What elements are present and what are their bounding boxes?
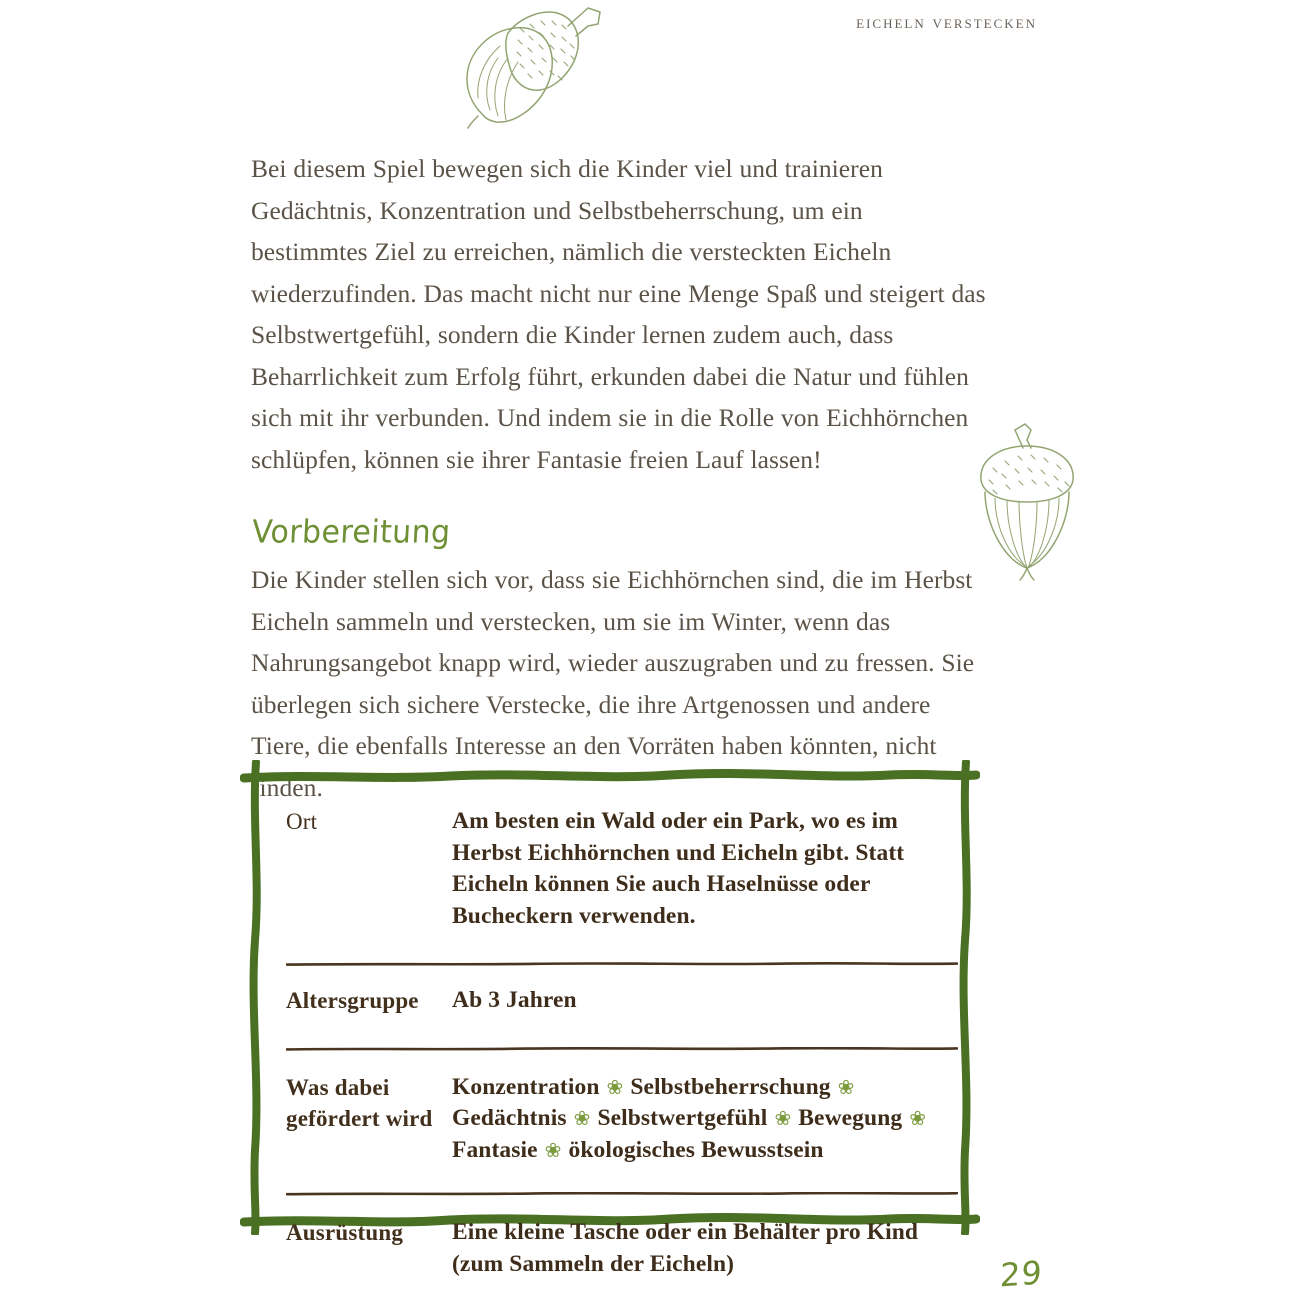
info-row-value: Ab 3 Jahren [452, 987, 577, 1013]
info-row-value: Am besten ein Wald oder ein Park, wo es im Herbst Eichhörnchen und Eicheln gibt. Statt Eicheln können Sie auch Haselnüsse oder Bucheckern verwenden. [452, 808, 905, 929]
skill-item: Gedächtnis [452, 1105, 567, 1131]
flower-rosette-icon: ❀ [837, 1074, 855, 1099]
info-row-ausruestung [286, 1217, 958, 1280]
flower-rosette-icon: ❀ [909, 1106, 927, 1130]
row-divider [286, 1192, 958, 1196]
preparation-paragraph: Die Kinder stellen sich vor, dass sie Eichhörnchen sind, die im Herbst Eicheln sammeln und verstecken, um sie im Winter, wenn das Nahrungsangebot knapp wird, wieder auszugraben und zu fressen. Sie überlegen sich sichere Verstecke, die ihre Artgenossen und andere Tiere, die ebenfalls Interesse an den Vorräten haben könnten, nicht finden. [251, 565, 975, 802]
info-row-label: Ort [286, 809, 318, 834]
skill-item: Fantasie [452, 1136, 538, 1163]
flower-rosette-icon: ❀ [774, 1106, 792, 1130]
row-divider [286, 962, 958, 966]
info-row-label: Was dabei gefördert wird [286, 1074, 433, 1131]
info-row-foerderung [286, 1072, 958, 1167]
info-row-altersgruppe [286, 985, 958, 1017]
info-row-label: Altersgruppe [286, 988, 419, 1013]
running-head: eicheln verstecken [856, 12, 1037, 33]
info-row-ort [286, 806, 958, 932]
info-box-content [286, 794, 958, 1277]
skill-item: ökologisches Bewusstsein [568, 1136, 824, 1163]
acorn-tilted-icon [448, 2, 618, 137]
info-row-value-list [452, 1072, 958, 1167]
text-column [251, 148, 986, 808]
intro-paragraph: Bei diesem Spiel bewegen sich die Kinder viel und trainieren Gedächtnis, Konzentration und Selbstbeherrschung, um ein bestimmtes Ziel zu erreichen, nämlich die versteckten Eicheln wiederzufinden. Das macht nicht nur eine Menge Spaß und steigert das Selbstwertgefühl, sondern die Kinder lernen zudem auch, dass Beharrlichkeit zum Erfolg führt, erkunden dabei die Natur und fühlen sich mit ihr verbunden. Und indem sie in die Rolle von Eichhörnchen schlüpfen, können sie ihrer Fantasie freien Lauf lassen! [251, 154, 986, 474]
skill-item: Selbstbeherrschung [630, 1073, 831, 1100]
section-heading-vorbereitung: Vorbereitung [251, 513, 452, 551]
flower-rosette-icon: ❀ [544, 1137, 562, 1162]
flower-rosette-icon: ❀ [606, 1074, 624, 1099]
skill-item: Selbstwertgefühl [597, 1105, 768, 1131]
row-divider [286, 1047, 958, 1051]
skill-item: Bewegung [798, 1105, 903, 1131]
skill-item: Konzentration [452, 1073, 600, 1100]
info-box [240, 760, 980, 1277]
flower-rosette-icon: ❀ [573, 1106, 591, 1130]
page-number: 29 [999, 1253, 1044, 1295]
info-row-label: Ausrüstung [286, 1220, 404, 1245]
info-row-value: Eine kleine Tasche oder ein Behälter pro Kind (zum Sammeln der Eicheln) [452, 1219, 919, 1277]
